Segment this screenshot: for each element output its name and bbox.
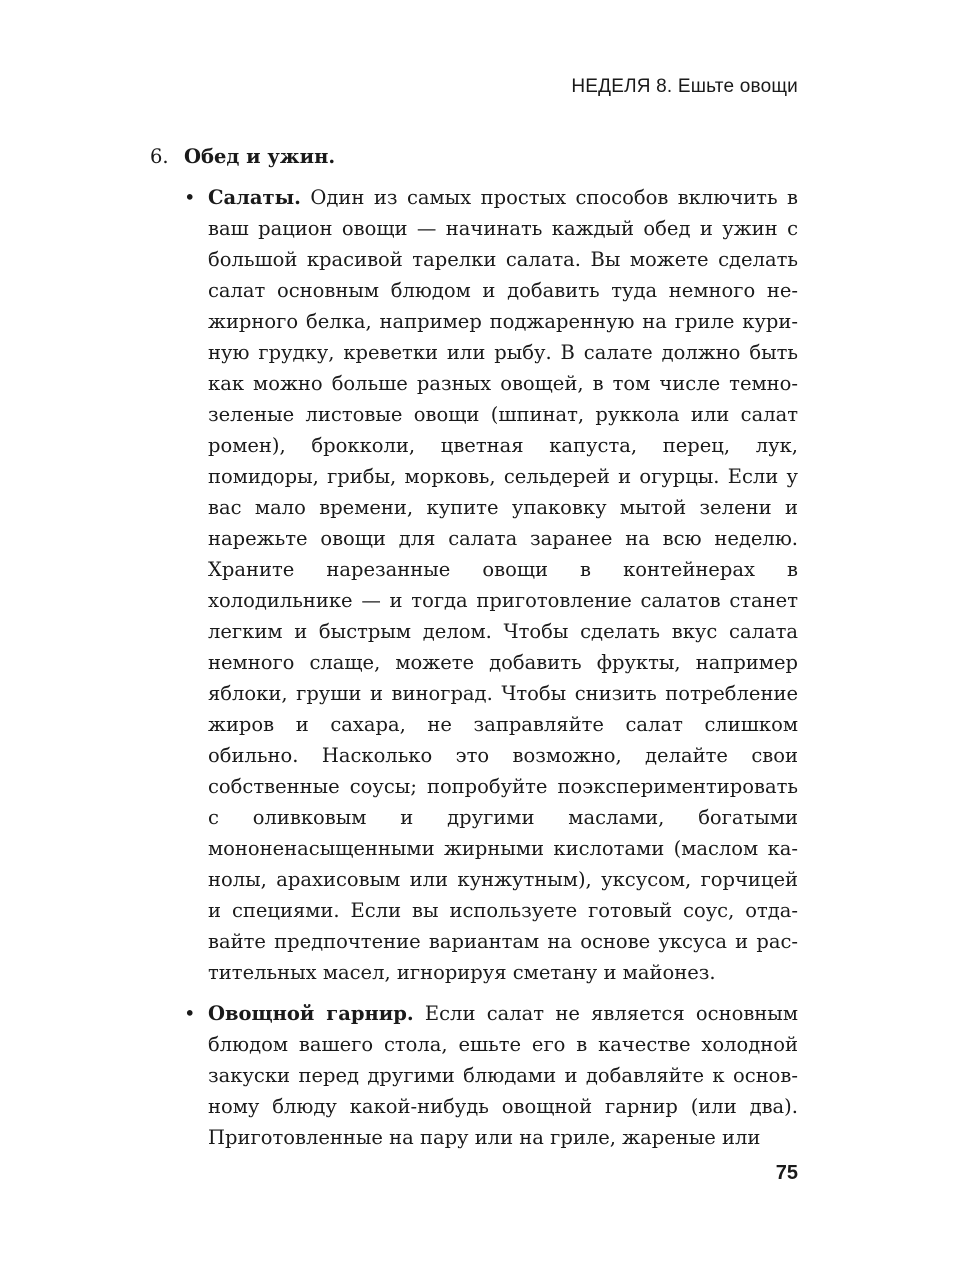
bullet-item-vegetable-side (184, 998, 798, 1153)
bullet-icon: • (184, 1002, 196, 1025)
bullet-text: Один из самых простых способов включить в ваш рацион овощи — начинать каждый обед и ужин с большой красивой тарелки салата. Вы можете сделать салат основным блюдом и добавить туда немного нежирного белка, например поджаренную на гриле куриную грудку, креветки или рыбу. В салате должно быть как можно больше разных овощей, в том числе темнозеленые листовые овощи (шпинат, руккола или салат ромен), брокколи, цветная капуста, перец, лук, помидоры, грибы, морковь, сельдерей и огурцы. Если у вас мало времени, купите упаковку мытой зелени и нарежьте овощи для салата заранее на всю неделю. Храните нарезанные овощи в контейнерах в холодильнике — и тогда приготовление салатов станет легким и быстрым делом. Чтобы сделать вкус салата немного слаще, можете добавить фрукты, например яблоки, груши и виноград. Чтобы снизить потребление жиров и сахара, не заправляйте салат слишком обильно. Насколько это возможно, делайте свои собственные соусы; попробуйте поэкспериментировать с оливковым и другими маслами, богатыми мононенасыщенными жирными кислотами (маслом канолы, арахисовым или кунжутным), уксусом, горчицей и специями. Если вы используете готовый соус, отдавайте предпочтение вариантам на основе уксуса и растительных масел, игнорируя сметану и майонез. (208, 186, 798, 984)
bullet-title: Салаты. (208, 186, 301, 209)
page-body (150, 141, 798, 1163)
bullet-list (150, 182, 798, 1153)
bullet-item-salads (184, 182, 798, 988)
bullet-title: Овощной гарнир. (208, 1002, 414, 1025)
section-number: 6. (150, 145, 169, 168)
bullet-icon: • (184, 186, 196, 209)
running-head: НЕДЕЛЯ 8. Ешьте овощи (571, 76, 798, 97)
section-heading (150, 141, 798, 172)
bullet-text: Если салат не является основным блюдом вашего стола, ешьте его в качестве холодной закуски перед другими блюдами и добавляйте к основному блюду какой-нибудь овощной гарнир (или два). Приготовленные на пару или на гриле, жареные или (208, 1002, 798, 1149)
section-title: Обед и ужин. (184, 145, 336, 168)
page-number: 75 (775, 1162, 798, 1184)
